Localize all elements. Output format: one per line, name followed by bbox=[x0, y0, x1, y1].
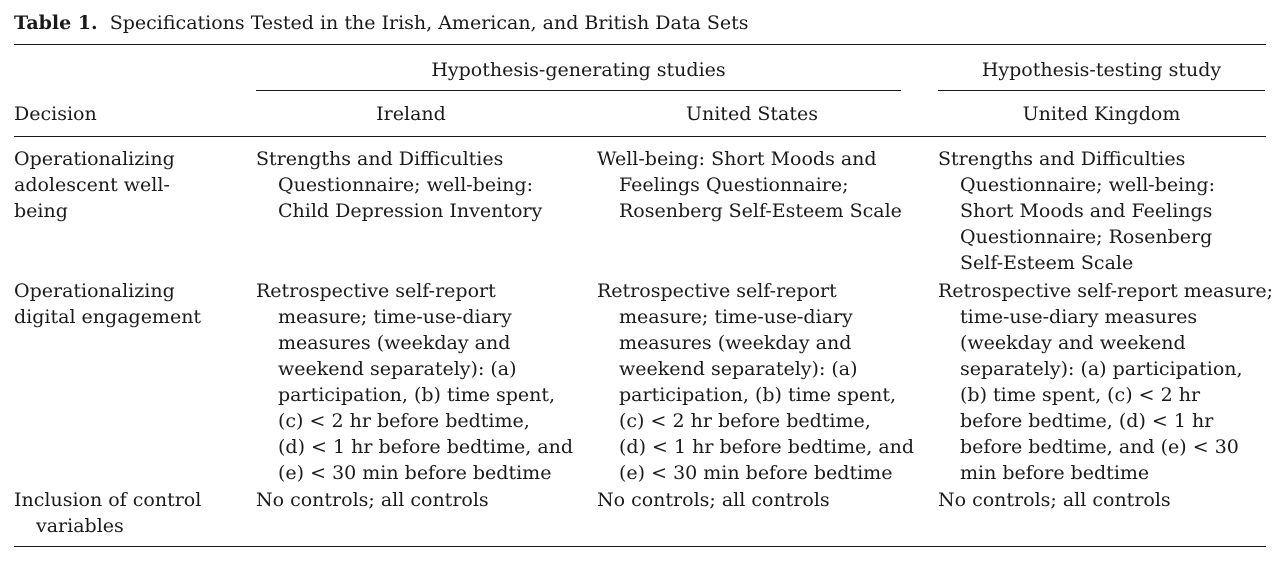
cell-line: No controls; all controls bbox=[597, 489, 830, 511]
cell-line: separately): (a) participation, bbox=[960, 358, 1243, 380]
cell-line: Questionnaire; well-being: bbox=[278, 174, 533, 196]
table-title: Specifications Tested in the Irish, American, and British Data Sets bbox=[109, 12, 749, 34]
cell-line: Retrospective self-report bbox=[597, 280, 837, 302]
cell-line: being bbox=[14, 200, 68, 222]
cell-line: measures (weekday and bbox=[619, 332, 852, 354]
group-rule-testing bbox=[938, 90, 1265, 91]
cell-line: (e) < 30 min before bedtime bbox=[278, 462, 552, 484]
table-caption bbox=[14, 9, 748, 37]
cell-line: (c) < 2 hr before bedtime, bbox=[278, 410, 530, 432]
cell-line: No controls; all controls bbox=[256, 489, 489, 511]
header-rule bbox=[14, 136, 1266, 137]
cell-line: (e) < 30 min before bedtime bbox=[619, 462, 893, 484]
top-rule bbox=[14, 44, 1266, 45]
column-header-united-states: United States bbox=[685, 103, 819, 125]
cell-line: Questionnaire; Rosenberg bbox=[960, 226, 1213, 248]
cell-line: Self-Esteem Scale bbox=[960, 252, 1134, 274]
cell-line: digital engagement bbox=[14, 306, 202, 328]
cell-line: (c) < 2 hr before bedtime, bbox=[619, 410, 871, 432]
table-row-3-decision bbox=[14, 487, 201, 539]
group-rule-generating bbox=[256, 90, 901, 91]
table-row-3-united-states bbox=[597, 487, 830, 513]
column-header-ireland: Ireland bbox=[376, 103, 446, 125]
cell-line: (weekday and weekend bbox=[960, 332, 1186, 354]
cell-line: measures (weekday and bbox=[278, 332, 511, 354]
cell-line: Well-being: Short Moods and bbox=[597, 148, 877, 170]
table-row-2-united-kingdom bbox=[938, 278, 1273, 486]
cell-line: Inclusion of control bbox=[14, 489, 202, 511]
bottom-rule bbox=[14, 546, 1266, 547]
column-header-decision: Decision bbox=[14, 103, 97, 125]
cell-line: time-use-diary measures bbox=[960, 306, 1198, 328]
table-row-1-decision bbox=[14, 146, 175, 224]
group-header-testing: Hypothesis-testing study bbox=[981, 59, 1222, 81]
table-row-1-united-states bbox=[597, 146, 902, 224]
table-label: Table 1. bbox=[14, 12, 98, 34]
cell-line: (b) time spent, (c) < 2 hr bbox=[960, 384, 1201, 406]
cell-line: Child Depression Inventory bbox=[278, 200, 543, 222]
cell-line: Rosenberg Self-Esteem Scale bbox=[619, 200, 902, 222]
cell-line: No controls; all controls bbox=[938, 489, 1171, 511]
cell-line: Strengths and Difficulties bbox=[256, 148, 504, 170]
cell-line: measure; time-use-diary bbox=[619, 306, 853, 328]
group-header-generating: Hypothesis-generating studies bbox=[431, 59, 726, 81]
cell-line: Retrospective self-report measure; bbox=[938, 280, 1274, 302]
table-row-2-decision bbox=[14, 278, 201, 330]
cell-line: Retrospective self-report bbox=[256, 280, 496, 302]
cell-line: Short Moods and Feelings bbox=[960, 200, 1213, 222]
cell-line: variables bbox=[36, 515, 124, 537]
cell-line: Questionnaire; well-being: bbox=[960, 174, 1215, 196]
cell-line: Feelings Questionnaire; bbox=[619, 174, 849, 196]
table-row-2-united-states bbox=[597, 278, 914, 486]
table-row-3-ireland bbox=[256, 487, 489, 513]
cell-line: participation, (b) time spent, bbox=[619, 384, 897, 406]
cell-line: adolescent well- bbox=[14, 174, 170, 196]
cell-line: before bedtime, and (e) < 30 bbox=[960, 436, 1239, 458]
cell-line: weekend separately): (a) bbox=[619, 358, 858, 380]
cell-line: Operationalizing bbox=[14, 148, 175, 170]
table-row-2-ireland bbox=[256, 278, 573, 486]
cell-line: measure; time-use-diary bbox=[278, 306, 512, 328]
cell-line: weekend separately): (a) bbox=[278, 358, 517, 380]
table-row-3-united-kingdom bbox=[938, 487, 1171, 513]
cell-line: Strengths and Difficulties bbox=[938, 148, 1186, 170]
cell-line: (d) < 1 hr before bedtime, and bbox=[619, 436, 915, 458]
table-row-1-united-kingdom bbox=[938, 146, 1215, 276]
column-header-united-kingdom: United Kingdom bbox=[1022, 103, 1181, 125]
cell-line: participation, (b) time spent, bbox=[278, 384, 556, 406]
table-row-1-ireland bbox=[256, 146, 542, 224]
cell-line: Operationalizing bbox=[14, 280, 175, 302]
cell-line: (d) < 1 hr before bedtime, and bbox=[278, 436, 574, 458]
cell-line: min before bedtime bbox=[960, 462, 1150, 484]
cell-line: before bedtime, (d) < 1 hr bbox=[960, 410, 1214, 432]
